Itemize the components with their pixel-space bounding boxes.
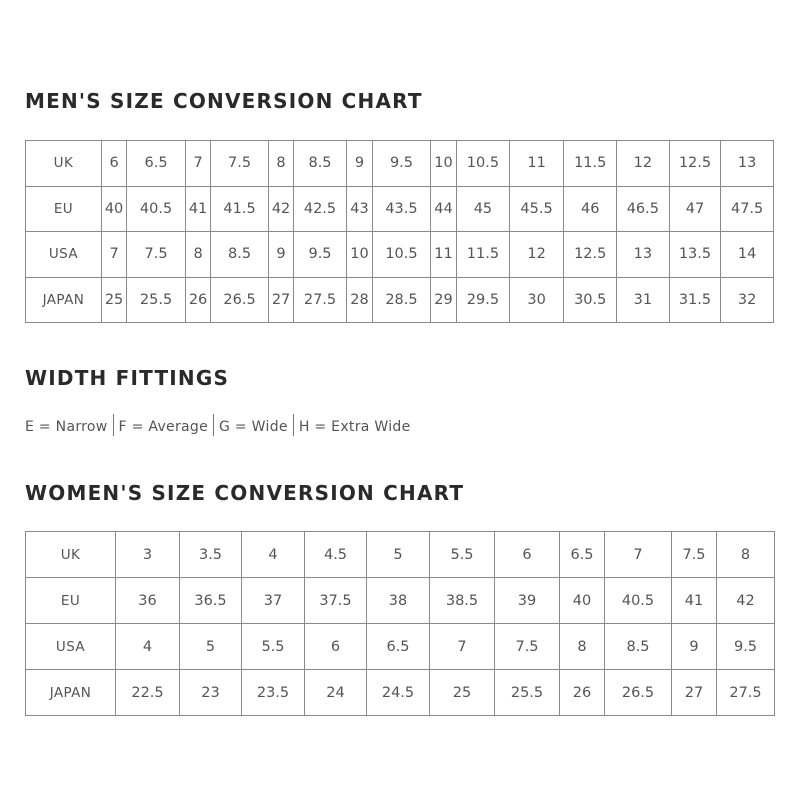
width-fitting-narrow: E = Narrow <box>25 419 108 435</box>
row-label: JAPAN <box>26 277 102 323</box>
size-cell: 10 <box>346 232 372 278</box>
size-cell: 24 <box>305 670 367 716</box>
size-cell: 9.5 <box>294 232 347 278</box>
size-cell: 12.5 <box>669 141 721 187</box>
size-cell: 6.5 <box>127 141 186 187</box>
size-cell: 41 <box>672 578 717 624</box>
size-cell: 46 <box>564 186 617 232</box>
size-cell: 13 <box>617 232 670 278</box>
size-cell: 13 <box>721 141 774 187</box>
size-cell: 7.5 <box>495 624 560 670</box>
size-cell: 7.5 <box>672 532 717 578</box>
size-cell: 6 <box>495 532 560 578</box>
size-cell: 6.5 <box>367 624 430 670</box>
size-cell: 29.5 <box>457 277 510 323</box>
size-cell: 5 <box>367 532 430 578</box>
table-row <box>26 232 774 278</box>
size-cell: 31.5 <box>669 277 721 323</box>
size-cell: 31 <box>617 277 670 323</box>
size-cell: 5 <box>180 624 242 670</box>
row-label: UK <box>26 141 102 187</box>
size-cell: 38 <box>367 578 430 624</box>
size-cell: 8.5 <box>294 141 347 187</box>
size-cell: 10.5 <box>373 232 431 278</box>
row-label: JAPAN <box>26 670 116 716</box>
size-cell: 40 <box>101 186 126 232</box>
row-label: EU <box>26 578 116 624</box>
row-label: UK <box>26 532 116 578</box>
size-cell: 22.5 <box>116 670 180 716</box>
size-cell: 12 <box>617 141 670 187</box>
size-cell: 43 <box>346 186 372 232</box>
size-cell: 8.5 <box>605 624 672 670</box>
size-cell: 40.5 <box>605 578 672 624</box>
size-cell: 40.5 <box>127 186 186 232</box>
table-row <box>26 277 774 323</box>
size-cell: 6 <box>305 624 367 670</box>
size-cell: 9 <box>346 141 372 187</box>
row-label: EU <box>26 186 102 232</box>
size-cell: 3.5 <box>180 532 242 578</box>
size-cell: 9.5 <box>717 624 775 670</box>
size-cell: 8 <box>268 141 293 187</box>
mens-size-table <box>25 140 774 323</box>
table-row <box>26 624 775 670</box>
size-cell: 39 <box>495 578 560 624</box>
size-cell: 42.5 <box>294 186 347 232</box>
size-cell: 13.5 <box>669 232 721 278</box>
size-cell: 4 <box>242 532 305 578</box>
size-cell: 9 <box>672 624 717 670</box>
size-cell: 25 <box>430 670 495 716</box>
size-cell: 7.5 <box>211 141 269 187</box>
womens-chart-title: WOMEN'S SIZE CONVERSION CHART <box>25 481 465 505</box>
table-row <box>26 578 775 624</box>
divider <box>113 414 114 436</box>
size-cell: 37.5 <box>305 578 367 624</box>
size-cell: 7.5 <box>127 232 186 278</box>
size-cell: 41 <box>185 186 210 232</box>
size-cell: 26 <box>185 277 210 323</box>
size-cell: 9 <box>268 232 293 278</box>
size-cell: 28 <box>346 277 372 323</box>
table-row <box>26 670 775 716</box>
size-cell: 8 <box>185 232 210 278</box>
size-cell: 41.5 <box>211 186 269 232</box>
size-cell: 5.5 <box>242 624 305 670</box>
size-cell: 23.5 <box>242 670 305 716</box>
width-fittings-list <box>25 416 411 438</box>
size-cell: 30.5 <box>564 277 617 323</box>
size-cell: 26 <box>560 670 605 716</box>
size-cell: 26.5 <box>211 277 269 323</box>
size-cell: 11 <box>509 141 564 187</box>
divider <box>213 414 214 436</box>
size-cell: 42 <box>268 186 293 232</box>
size-cell: 46.5 <box>617 186 670 232</box>
size-cell: 12.5 <box>564 232 617 278</box>
size-cell: 6 <box>101 141 126 187</box>
table-row <box>26 532 775 578</box>
size-cell: 43.5 <box>373 186 431 232</box>
size-cell: 27.5 <box>717 670 775 716</box>
size-cell: 37 <box>242 578 305 624</box>
size-cell: 29 <box>430 277 456 323</box>
size-cell: 8 <box>560 624 605 670</box>
table-row <box>26 186 774 232</box>
size-cell: 24.5 <box>367 670 430 716</box>
size-cell: 47.5 <box>721 186 774 232</box>
size-cell: 14 <box>721 232 774 278</box>
divider <box>293 414 294 436</box>
row-label: USA <box>26 624 116 670</box>
size-cell: 25 <box>101 277 126 323</box>
size-cell: 27 <box>672 670 717 716</box>
size-cell: 7 <box>101 232 126 278</box>
size-cell: 47 <box>669 186 721 232</box>
size-cell: 27 <box>268 277 293 323</box>
size-cell: 8 <box>717 532 775 578</box>
size-cell: 7 <box>185 141 210 187</box>
size-cell: 30 <box>509 277 564 323</box>
size-cell: 9.5 <box>373 141 431 187</box>
width-fitting-wide: G = Wide <box>219 419 288 435</box>
size-cell: 25.5 <box>495 670 560 716</box>
width-fitting-extra-wide: H = Extra Wide <box>298 419 411 435</box>
size-cell: 25.5 <box>127 277 186 323</box>
size-cell: 42 <box>717 578 775 624</box>
size-cell: 8.5 <box>211 232 269 278</box>
size-cell: 11.5 <box>564 141 617 187</box>
size-cell: 5.5 <box>430 532 495 578</box>
size-cell: 7 <box>430 624 495 670</box>
size-cell: 40 <box>560 578 605 624</box>
size-cell: 12 <box>509 232 564 278</box>
size-cell: 45 <box>457 186 510 232</box>
size-cell: 4.5 <box>305 532 367 578</box>
size-cell: 28.5 <box>373 277 431 323</box>
size-cell: 3 <box>116 532 180 578</box>
table-row <box>26 141 774 187</box>
size-cell: 44 <box>430 186 456 232</box>
size-cell: 38.5 <box>430 578 495 624</box>
size-cell: 11 <box>430 232 456 278</box>
row-label: USA <box>26 232 102 278</box>
size-cell: 6.5 <box>560 532 605 578</box>
width-fittings-title: WIDTH FITTINGS <box>25 366 230 390</box>
size-cell: 36 <box>116 578 180 624</box>
size-cell: 27.5 <box>294 277 347 323</box>
size-cell: 45.5 <box>509 186 564 232</box>
womens-size-table <box>25 531 775 716</box>
mens-chart-title: MEN'S SIZE CONVERSION CHART <box>25 89 423 113</box>
size-cell: 23 <box>180 670 242 716</box>
width-fitting-average: F = Average <box>118 419 208 435</box>
size-cell: 36.5 <box>180 578 242 624</box>
size-cell: 4 <box>116 624 180 670</box>
size-cell: 11.5 <box>457 232 510 278</box>
size-cell: 10 <box>430 141 456 187</box>
size-cell: 10.5 <box>457 141 510 187</box>
size-cell: 7 <box>605 532 672 578</box>
size-cell: 32 <box>721 277 774 323</box>
size-cell: 26.5 <box>605 670 672 716</box>
